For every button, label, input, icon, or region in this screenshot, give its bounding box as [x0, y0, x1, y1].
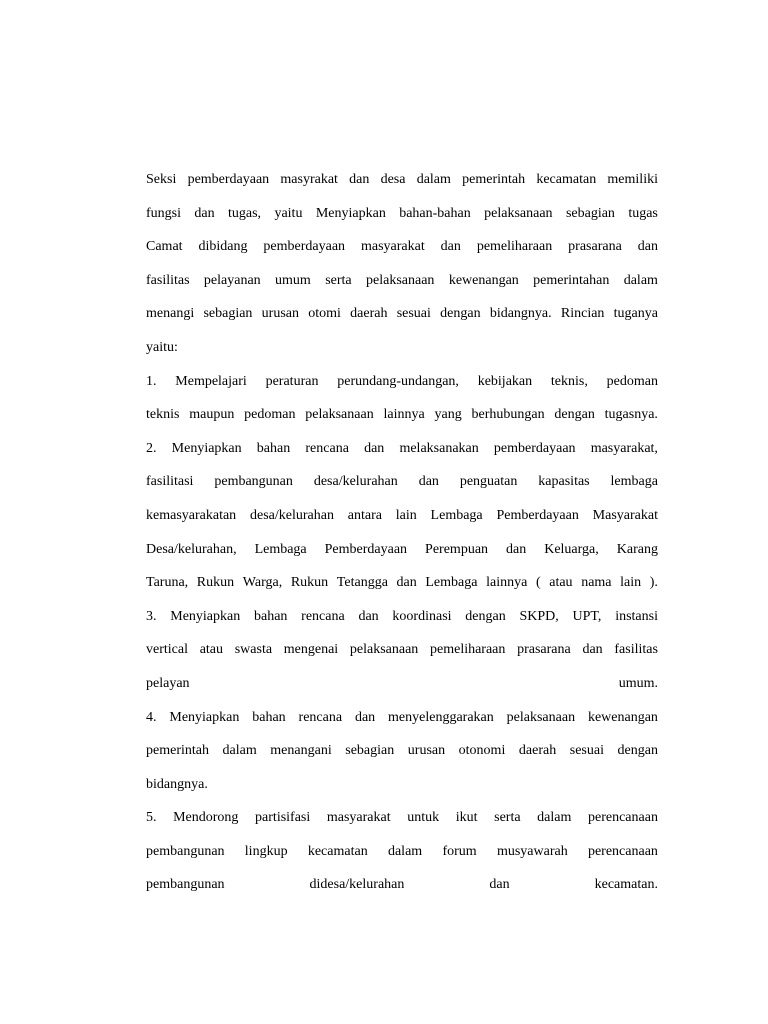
word: dan [489, 877, 510, 893]
word: nama [581, 575, 612, 591]
list-item-4-line [146, 734, 658, 768]
word: instansi [615, 608, 658, 624]
word: Menyiapkan [315, 205, 386, 221]
word: Keluarga, [544, 541, 599, 557]
word: Lembaga [430, 507, 483, 523]
word: mengenai [283, 642, 339, 658]
word: Menyiapkan [169, 709, 240, 725]
word: UPT, [572, 608, 602, 624]
word: perundang-undangan, [337, 373, 459, 389]
word: pembangunan [146, 877, 225, 893]
word: antara [347, 507, 382, 523]
list-item-1-line [146, 398, 658, 432]
list-item-4-line: bidangnya. [146, 776, 208, 792]
text-line [146, 264, 658, 298]
text-line [146, 230, 658, 264]
word: Pemberdayaan [496, 507, 579, 523]
word: atau [199, 642, 224, 658]
word: daerah [350, 306, 388, 322]
word: pemerintah [146, 743, 209, 759]
word: Pemberdayaan [324, 541, 408, 557]
word: Tetangga [336, 575, 388, 591]
word: pelaksanaan [349, 642, 419, 658]
word: pemerintah [462, 172, 526, 187]
word: tugasnya. [604, 407, 658, 423]
word: pelaksanaan [484, 205, 553, 221]
word: dan [358, 608, 379, 624]
word: Lembaga [425, 575, 478, 591]
word: pemeliharaan [476, 239, 553, 255]
word: didesa/kelurahan [309, 877, 405, 893]
list-item-1-line [146, 365, 658, 399]
word: Perempuan [425, 541, 489, 557]
word: pedoman [244, 407, 296, 423]
word: Rukun [196, 575, 235, 591]
word: daerah [518, 743, 557, 759]
word: fasilitas [146, 272, 190, 288]
list-item-3-line [146, 667, 658, 701]
word: kewenangan [587, 709, 658, 725]
word: masyarakat, [590, 440, 658, 456]
word: bidangnya. [489, 306, 552, 322]
word: dan [440, 239, 461, 255]
word: perencanaan [588, 810, 658, 826]
word: lainnya [383, 407, 425, 423]
word: Menyiapkan [171, 440, 242, 456]
word: bahan [252, 709, 286, 725]
word: dan [637, 239, 658, 255]
word: atau [549, 575, 573, 591]
word: 2. [146, 440, 157, 456]
word: lainnya [486, 575, 528, 591]
word: rencana [301, 608, 345, 624]
word: rencana [305, 440, 349, 456]
word: pelayan [146, 675, 190, 691]
word: Rukun [290, 575, 329, 591]
word: fasilitas [614, 642, 658, 658]
word: pelaksanaan [366, 272, 435, 288]
list-item-5-line [146, 801, 658, 835]
word: tugas, [228, 205, 262, 221]
word: pedoman [606, 373, 658, 389]
word: kebijakan [477, 373, 533, 389]
word: dan [418, 474, 439, 490]
word: pembangunan [214, 474, 293, 490]
word: pemberdayaan [263, 239, 346, 255]
word: pemberdayaan [187, 172, 270, 187]
list-item-2-line [146, 499, 658, 533]
word: Rincian [560, 306, 605, 322]
word: urusan [261, 306, 299, 322]
word: memiliki [607, 172, 658, 187]
word: menangani [270, 743, 332, 759]
word: kecamatan [536, 172, 597, 187]
word: dibidang [198, 239, 248, 255]
word: maupun [189, 407, 235, 423]
word: koordinasi [392, 608, 452, 624]
word: 3. [146, 608, 157, 624]
word: teknis, [550, 373, 588, 389]
word: dalam [387, 843, 423, 859]
word: Lembaga [254, 541, 307, 557]
word: umum. [618, 675, 658, 691]
word: pembangunan [146, 843, 225, 859]
word: menangi [146, 306, 195, 322]
text-line [146, 163, 658, 197]
word: pelaksanaan [305, 407, 374, 423]
word: forum [442, 843, 477, 859]
word: otomi [308, 306, 341, 322]
word: serta [494, 810, 521, 826]
text-line: yaitu: [146, 339, 178, 355]
list-item-2-line [146, 465, 658, 499]
word: Karang [616, 541, 658, 557]
word: lingkup [244, 843, 288, 859]
word: teknis [146, 407, 180, 423]
word: pelayanan [203, 272, 261, 288]
word: Desa/kelurahan, [146, 541, 237, 557]
word: rencana [298, 709, 343, 725]
word: urusan [407, 743, 446, 759]
word: sebagian [345, 743, 395, 759]
word: perencanaan [587, 843, 658, 859]
word: pemeliharaan [430, 642, 506, 658]
list-item-2-line [146, 566, 658, 600]
word: Taruna, [146, 575, 189, 591]
word: dan [354, 709, 376, 725]
word: Seksi [146, 172, 177, 187]
word: penguatan [459, 474, 518, 490]
word: Camat [146, 239, 183, 255]
word: ikut [455, 810, 478, 826]
word: dan [396, 575, 417, 591]
word: kewenangan [448, 272, 519, 288]
word: kecamatan [307, 843, 368, 859]
word: peraturan [265, 373, 319, 389]
word: bahan [256, 440, 291, 456]
word: masyarakat [326, 810, 391, 826]
word: masyarakat [360, 239, 425, 255]
list-item-2-line [146, 533, 658, 567]
word: Mendorong [173, 810, 239, 826]
list-item-4-line [146, 701, 658, 735]
word: ). [649, 575, 658, 591]
word: partisifasi [255, 810, 311, 826]
word: untuk [407, 810, 440, 826]
word: berhubungan [471, 407, 545, 423]
word: lembaga [610, 474, 658, 490]
word: yang [434, 407, 462, 423]
word: dalam [222, 743, 257, 759]
word: melaksanakan [399, 440, 479, 456]
word: Warga, [242, 575, 283, 591]
word: menyelenggarakan [388, 709, 494, 725]
word: serta [325, 272, 352, 288]
text-line [146, 197, 658, 231]
word: 5. [146, 810, 157, 826]
word: sebagian [203, 306, 253, 322]
word: vertical [146, 642, 188, 658]
word: Menyiapkan [170, 608, 241, 624]
word: kapasitas [538, 474, 590, 490]
word: sesuai [396, 306, 431, 322]
word: lain [620, 575, 642, 591]
word: bahan-bahan [399, 205, 471, 221]
word: SKPD, [519, 608, 559, 624]
word: sebagian [565, 205, 615, 221]
word: pemerintahan [533, 272, 610, 288]
word: lain [395, 507, 417, 523]
word: tugas [628, 205, 658, 221]
word: dan [349, 172, 370, 187]
word: dalam [416, 172, 451, 187]
word: ( [535, 575, 541, 591]
word: dan [194, 205, 215, 221]
word: dalam [537, 810, 572, 826]
list-item-3-line [146, 633, 658, 667]
list-item-3-line [146, 600, 658, 634]
word: masyrakat [280, 172, 338, 187]
word: dan [506, 541, 527, 557]
word: Masyarakat [592, 507, 658, 523]
word: fasilitasi [146, 474, 194, 490]
document-body [146, 163, 658, 902]
word: prasarana [517, 642, 571, 658]
word: umum [275, 272, 311, 288]
word: dan [364, 440, 385, 456]
list-item-5-line [146, 868, 658, 902]
word: otonomi [458, 743, 506, 759]
word: prasarana [568, 239, 622, 255]
word: bahan [253, 608, 288, 624]
word: 4. [146, 709, 157, 725]
word: dengan [554, 407, 595, 423]
word: dan [582, 642, 603, 658]
word: dengan [617, 743, 658, 759]
word: 1. [146, 373, 157, 389]
word: Mempelajari [175, 373, 247, 389]
word: dalam [623, 272, 658, 288]
word: desa [380, 172, 406, 187]
word: kecamatan. [594, 877, 658, 893]
word: kemasyarakatan [146, 507, 237, 523]
word: yaitu [274, 205, 303, 221]
word: dengan [465, 608, 506, 624]
word: musyawarah [496, 843, 568, 859]
word: fungsi [146, 205, 181, 221]
word: pelaksanaan [506, 709, 576, 725]
word: dengan [440, 306, 481, 322]
word: sesuai [569, 743, 604, 759]
word: tuganya [613, 306, 658, 322]
list-item-2-line [146, 432, 658, 466]
list-item-5-line [146, 835, 658, 869]
text-line [146, 297, 658, 331]
word: desa/kelurahan [249, 507, 334, 523]
word: swasta [234, 642, 273, 658]
word: pemberdayaan [493, 440, 576, 456]
word: desa/kelurahan [313, 474, 398, 490]
